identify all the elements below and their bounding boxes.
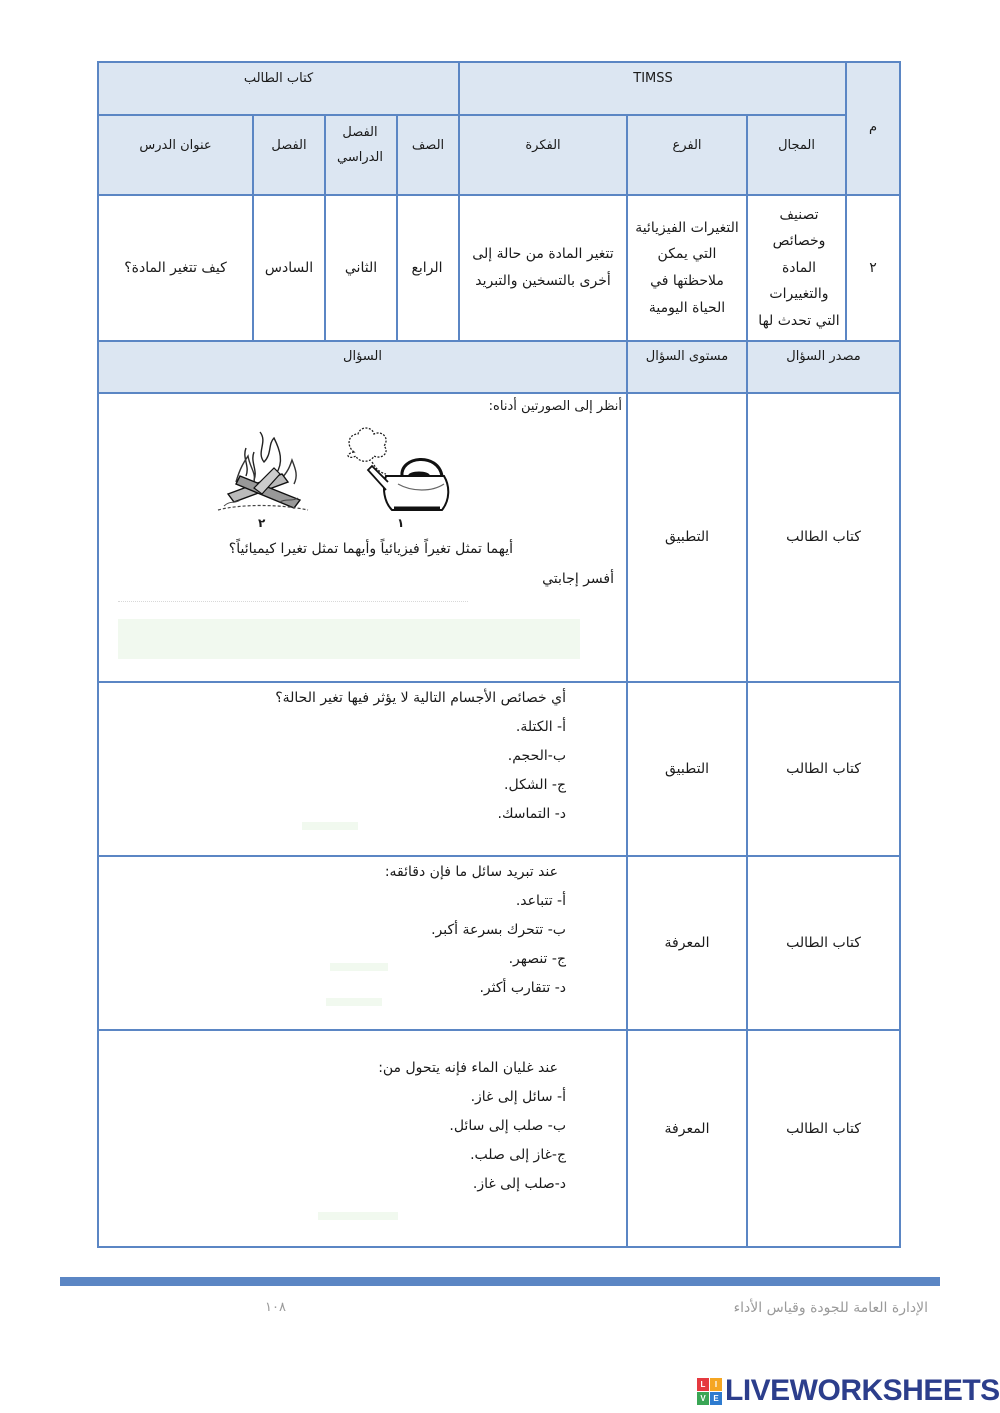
header-lesson-title: عنوان الدرس [139, 137, 212, 153]
q4-source: كتاب الطالب [786, 1120, 861, 1137]
kettle-illustration [342, 422, 454, 518]
q4-lines [378, 1054, 566, 1199]
header-student-book: كتاب الطالب [243, 71, 314, 87]
answer-line [118, 601, 468, 602]
qheader-source: مصدر السؤال [786, 348, 861, 364]
info-number: ٢ [869, 259, 877, 276]
image-label-1: ١ [397, 516, 405, 530]
info-lesson-title: كيف تتغير المادة؟ [124, 259, 227, 276]
q1-line-2: أيهما تمثل تغيراً فيزيائياً وأيهما تمثل تغيرا كيميائياً؟ [228, 541, 513, 557]
logo-letter-e: E [710, 1392, 722, 1405]
q3-level: المعرفة [664, 934, 710, 951]
q4-level: المعرفة [664, 1120, 710, 1137]
qheader-level: مستوى السؤال [645, 348, 729, 364]
info-semester: الثاني [344, 259, 378, 276]
header-domain: المجال [778, 137, 815, 153]
info-chapter: السادس [264, 259, 314, 276]
info-grade: الرابع [411, 259, 443, 276]
q4-stem: عند غليان الماء فإنه يتحول من: [378, 1060, 558, 1076]
q2-option-b: ب-الحجم. [507, 748, 566, 764]
logo-letter-l: L [697, 1378, 709, 1391]
page-number: ١٠٨ [265, 1300, 286, 1315]
q3-lines [385, 858, 566, 1003]
info-idea: تتغير المادة من حالة إلى أخرى بالتسخين والتبريد [472, 246, 614, 289]
q4-option-c: ج-غاز إلى صلب. [470, 1147, 566, 1163]
q4-option-d: د-صلب إلى غاز. [472, 1176, 566, 1192]
image-label-2: ٢ [258, 516, 266, 530]
q3-source: كتاب الطالب [786, 934, 861, 951]
q3-option-d: د- تتقارب أكثر. [479, 980, 566, 996]
footer-org: الإدارة العامة للجودة وقياس الأداء [733, 1300, 928, 1316]
header-branch: الفرع [672, 137, 702, 153]
header-grade: الصف [411, 137, 445, 153]
q2-level: التطبيق [665, 760, 709, 777]
q3-stem: عند تبريد سائل ما فإن دقائقه: [384, 864, 558, 880]
info-branch: التغيرات الفيزيائية التي يمكن ملاحظتها في الحياة اليومية [635, 219, 739, 316]
q4-option-b: ب- صلب إلى سائل. [449, 1118, 566, 1134]
header-chapter: الفصل [271, 137, 307, 153]
q3-option-a: أ- تتباعد. [515, 893, 566, 909]
q2-stem: أي خصائص الأجسام التالية لا يؤثر فيها تغير الحالة؟ [275, 690, 566, 706]
q2-source: كتاب الطالب [786, 760, 861, 777]
header-m: م [868, 120, 878, 136]
q3-option-b: ب- تتحرك بسرعة أكبر. [431, 922, 566, 938]
q1-line-1: أنظر إلى الصورتين أدناه: [488, 399, 622, 414]
info-domain: تصنيف وخصائص المادة والتغييرات التي تحدث لها [758, 206, 840, 329]
header-semester: الفصل الدراسي [336, 125, 383, 165]
q1-level: التطبيق [665, 529, 709, 546]
q2-lines [275, 684, 566, 829]
answer-field-q3[interactable] [330, 963, 388, 971]
q1-source: كتاب الطالب [786, 529, 861, 546]
liveworksheets-logo [697, 1378, 723, 1406]
logo-letter-i: I [710, 1378, 722, 1391]
answer-field-q3b[interactable] [326, 998, 382, 1006]
logo-letter-v: V [697, 1392, 709, 1405]
q2-option-d: د- التماسك. [497, 806, 566, 822]
footer-bar [60, 1277, 940, 1286]
q2-option-c: ج- الشكل. [504, 777, 566, 793]
q4-option-a: أ- سائل إلى غاز. [470, 1089, 566, 1105]
burning-logs-illustration [210, 422, 316, 518]
liveworksheets-brand[interactable]: LIVEWORKSHEETS [725, 1374, 1000, 1407]
answer-field-q1[interactable] [118, 619, 580, 659]
q2-option-a: أ- الكتلة. [515, 719, 566, 735]
header-timss: TIMSS [633, 71, 673, 87]
q3-option-c: ج- تنصهر. [508, 951, 566, 967]
answer-field-q2[interactable] [302, 822, 358, 830]
qheader-question: السؤال [343, 348, 382, 364]
answer-field-q4[interactable] [318, 1212, 398, 1220]
header-idea: الفكرة [525, 137, 561, 153]
q1-line-3: أفسر إجابتي [542, 571, 614, 587]
